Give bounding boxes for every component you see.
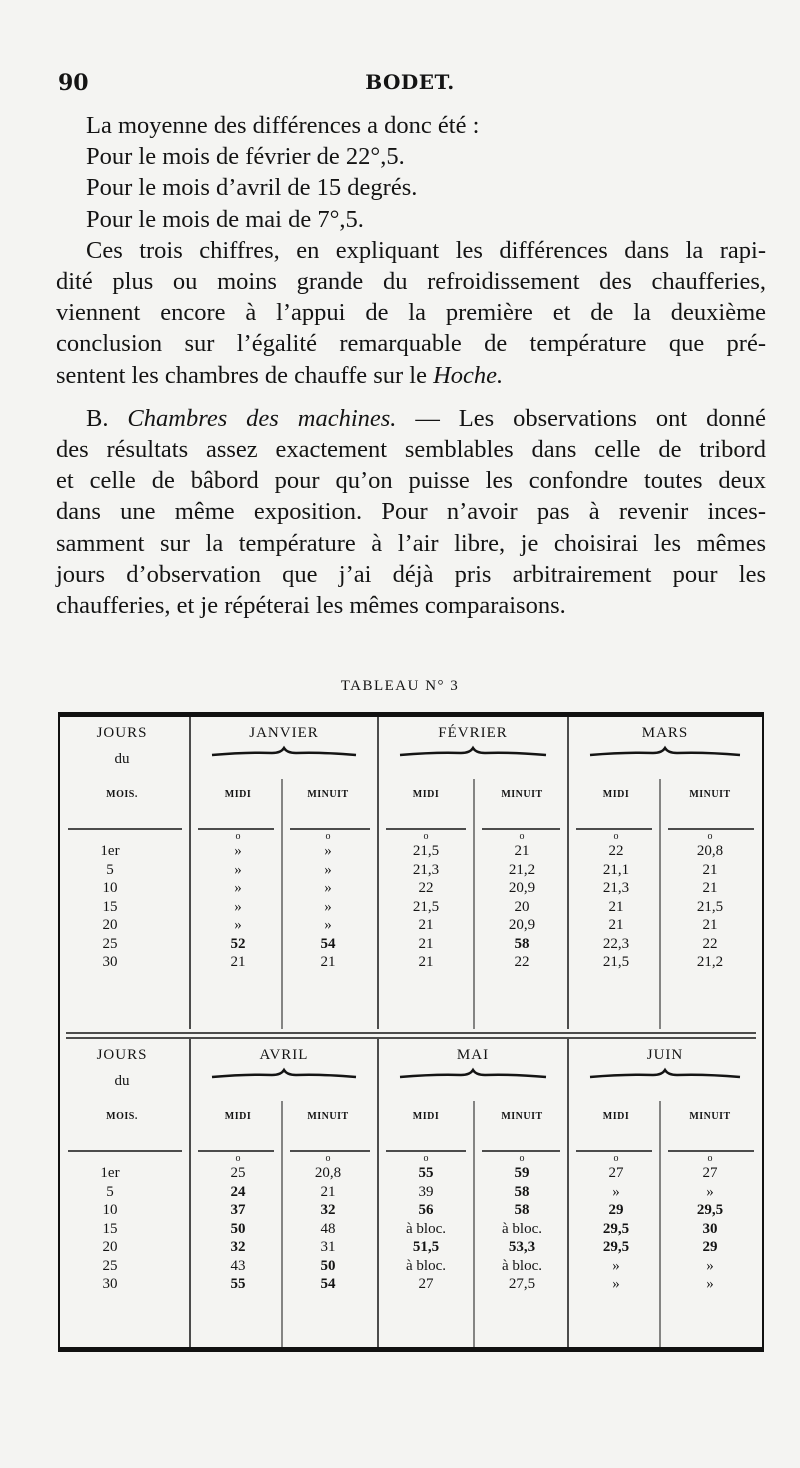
day-label: 25 bbox=[102, 935, 118, 952]
text-line: dans une même exposition. Pour n’avoir pas à revenir inces- bbox=[56, 498, 766, 526]
day-label: 30 bbox=[102, 1276, 118, 1292]
table-cell-value: 29,5 bbox=[696, 1202, 724, 1218]
table-cell-value: 21,3 bbox=[412, 861, 440, 878]
ship-name: Hoche. bbox=[433, 361, 504, 389]
table-cell-value: à bloc. bbox=[406, 1220, 446, 1237]
table-cell-value: 21 bbox=[702, 861, 718, 878]
minuit-subheader: MINUIT bbox=[501, 1111, 543, 1122]
month-brace bbox=[590, 1070, 740, 1077]
table-cell-value: 21 bbox=[320, 954, 336, 970]
table-cell-value: » bbox=[706, 1183, 714, 1200]
table-cell-value: 21 bbox=[230, 954, 246, 970]
table-cell-value: 22 bbox=[702, 935, 718, 952]
degree-mark: o bbox=[325, 831, 331, 842]
midi-subheader: MIDI bbox=[602, 1111, 630, 1122]
table-cell-value: » bbox=[234, 880, 242, 896]
month-header-avril: AVRIL bbox=[259, 1047, 309, 1063]
degree-mark: o bbox=[235, 1153, 241, 1164]
degree-mark: o bbox=[613, 831, 619, 842]
table-cell-value: 55 bbox=[230, 1276, 246, 1292]
month-header-juin: JUIN bbox=[646, 1047, 684, 1063]
table-cell-value: 21 bbox=[702, 917, 718, 933]
row-label-mois: MOIS. bbox=[106, 1111, 138, 1122]
text-line: et celle de bâbord pour qu’on puisse les confondre toutes deux bbox=[56, 467, 766, 495]
table-cell-value: 20,9 bbox=[508, 880, 536, 896]
table-cell-value: » bbox=[234, 898, 242, 915]
text-fragment: sentent les chambres de chauffe sur le bbox=[56, 361, 427, 389]
table-cell-value: à bloc. bbox=[502, 1220, 542, 1237]
midi-subheader: MIDI bbox=[602, 789, 630, 800]
table-cell-value: 21 bbox=[418, 917, 434, 933]
table-cell-value: » bbox=[324, 880, 332, 896]
table-cell-value: 53,3 bbox=[508, 1239, 536, 1255]
table-cell-value: 39 bbox=[418, 1183, 434, 1200]
table-cell-value: 58 bbox=[514, 935, 530, 952]
table-cell-value: » bbox=[324, 843, 332, 859]
table-cell-value: » bbox=[234, 917, 242, 933]
day-label: 20 bbox=[102, 917, 118, 933]
table-cell-value: 29,5 bbox=[602, 1239, 630, 1255]
table-cell-value: 22 bbox=[418, 880, 434, 896]
row-label-mois: MOIS. bbox=[106, 789, 138, 800]
month-brace bbox=[400, 1070, 546, 1077]
running-head: BODET. bbox=[365, 70, 455, 94]
midi-subheader: MIDI bbox=[224, 1111, 252, 1122]
midi-subheader: MIDI bbox=[412, 789, 440, 800]
page-number: 90 bbox=[58, 70, 89, 96]
row-label-jours: JOURS bbox=[96, 725, 148, 741]
table-cell-value: 21 bbox=[702, 880, 718, 896]
month-header-février: FÉVRIER bbox=[438, 725, 508, 741]
degree-mark: o bbox=[423, 831, 429, 842]
text-fragment: — Les observations ont donné bbox=[415, 404, 766, 432]
table-cell-value: 29 bbox=[608, 1202, 624, 1218]
day-label: 1er bbox=[100, 1165, 120, 1181]
table-cell-value: 21 bbox=[514, 843, 530, 859]
table-cell-value: 22 bbox=[608, 843, 624, 859]
table-cell-value: 21,1 bbox=[602, 861, 630, 878]
table-cell-value: 20,8 bbox=[696, 843, 724, 859]
degree-mark: o bbox=[519, 1153, 525, 1164]
table-cell-value: » bbox=[324, 861, 332, 878]
table-cell-value: 54 bbox=[320, 935, 336, 952]
text-line: Pour le mois de mai de 7°,5. bbox=[86, 205, 364, 233]
table-cell-value: 21,5 bbox=[696, 898, 724, 915]
text-line: samment sur la température à l’air libre, je choisirai les mêmes bbox=[56, 529, 766, 557]
table-cell-value: 22 bbox=[514, 954, 530, 970]
body-text bbox=[56, 110, 766, 621]
table-cell-value: 48 bbox=[320, 1220, 336, 1237]
midi-subheader: MIDI bbox=[412, 1111, 440, 1122]
degree-mark: o bbox=[613, 1153, 619, 1164]
table-cell-value: 58 bbox=[514, 1183, 530, 1200]
table-cell-value: 21,2 bbox=[508, 861, 536, 878]
table-cell-value: » bbox=[706, 1257, 714, 1274]
table-cell-value: 21,2 bbox=[696, 954, 724, 970]
table-title: TABLEAU N° 3 bbox=[340, 678, 460, 694]
table-cell-value: » bbox=[234, 843, 242, 859]
table-cell-value: 32 bbox=[230, 1239, 246, 1255]
table-cell-value: 50 bbox=[230, 1220, 246, 1237]
table-cell-value: 51,5 bbox=[412, 1239, 440, 1255]
table-cell-value: » bbox=[612, 1257, 620, 1274]
table-cell-value: 56 bbox=[418, 1202, 434, 1218]
table-cell-value: » bbox=[324, 898, 332, 915]
section-letter: B. bbox=[86, 404, 109, 432]
day-label: 1er bbox=[100, 843, 120, 859]
table-cell-value: » bbox=[612, 1276, 620, 1292]
table-rules bbox=[60, 717, 762, 1347]
text-line: dité plus ou moins grande du refroidissement des chaufferies, bbox=[56, 268, 766, 296]
data-table bbox=[58, 712, 764, 1352]
month-header-mars: MARS bbox=[641, 725, 689, 741]
day-label: 20 bbox=[102, 1239, 118, 1255]
minuit-subheader: MINUIT bbox=[689, 1111, 731, 1122]
table-cell-value: 27 bbox=[418, 1276, 434, 1292]
table-cell-value: 50 bbox=[320, 1257, 336, 1274]
minuit-subheader: MINUIT bbox=[307, 1111, 349, 1122]
section-title: Chambres des machines. bbox=[127, 404, 397, 432]
table-cell-value: » bbox=[234, 861, 242, 878]
table-cell-value: 27 bbox=[608, 1165, 624, 1181]
table-cell-value: 52 bbox=[230, 935, 246, 952]
day-label: 5 bbox=[106, 861, 114, 878]
text-line: conclusion sur l’égalité remarquable de température que pré- bbox=[56, 330, 766, 358]
text-line: Pour le mois d’avril de 15 degrés. bbox=[86, 174, 418, 202]
table-cell-value: » bbox=[612, 1183, 620, 1200]
month-brace bbox=[590, 748, 740, 755]
month-brace bbox=[400, 748, 546, 755]
table-cell-value: 21,5 bbox=[412, 843, 440, 859]
table-cell-value: 21 bbox=[418, 935, 434, 952]
midi-subheader: MIDI bbox=[224, 789, 252, 800]
row-label-jours: JOURS bbox=[96, 1047, 148, 1063]
text-line: La moyenne des différences a donc été : bbox=[86, 112, 480, 139]
degree-mark: o bbox=[235, 831, 241, 842]
table-cell-value: 21 bbox=[608, 898, 624, 915]
table-cell-value: 32 bbox=[320, 1202, 336, 1218]
table-cell-value: 25 bbox=[230, 1165, 246, 1181]
table-cell-value: 21,5 bbox=[412, 898, 440, 915]
table-cell-value: 43 bbox=[230, 1257, 246, 1274]
table-cell-value: 55 bbox=[418, 1165, 434, 1181]
day-label: 10 bbox=[102, 880, 118, 896]
table-cell-value: 20,8 bbox=[314, 1165, 342, 1181]
degree-mark: o bbox=[423, 1153, 429, 1164]
table-cell-value: 20 bbox=[514, 898, 530, 915]
day-label: 30 bbox=[102, 954, 118, 970]
day-label: 15 bbox=[102, 898, 118, 915]
section-heading-line bbox=[56, 403, 766, 434]
table-cell-value: à bloc. bbox=[502, 1257, 542, 1274]
table-cell-value: 27 bbox=[702, 1165, 718, 1181]
day-label: 15 bbox=[102, 1220, 118, 1237]
text-line bbox=[56, 360, 766, 391]
month-header-mai: MAI bbox=[456, 1047, 490, 1063]
table-cell-value: 27,5 bbox=[508, 1276, 536, 1292]
row-label-du: du bbox=[114, 1073, 130, 1089]
table-cell-value: 29 bbox=[702, 1239, 718, 1255]
table-cell-value: 24 bbox=[230, 1183, 246, 1200]
text-line: viennent encore à l’appui de la première et de la deuxième bbox=[56, 299, 766, 327]
table-cell-value: 30 bbox=[702, 1220, 718, 1237]
table-cell-value: 58 bbox=[514, 1202, 530, 1218]
table-cell-value: 21 bbox=[608, 917, 624, 933]
day-label: 10 bbox=[102, 1202, 118, 1218]
day-label: 25 bbox=[102, 1257, 118, 1274]
text-line: chaufferies, et je répéterai les mêmes comparaisons. bbox=[56, 592, 566, 620]
degree-mark: o bbox=[707, 831, 713, 842]
table-cell-value: » bbox=[706, 1276, 714, 1292]
month-brace bbox=[212, 1070, 356, 1077]
month-header-janvier: JANVIER bbox=[249, 725, 319, 741]
degree-mark: o bbox=[519, 831, 525, 842]
table-cell-value: 21 bbox=[320, 1183, 336, 1200]
degree-mark: o bbox=[325, 1153, 331, 1164]
table-cell-value: 22,3 bbox=[602, 935, 630, 952]
day-label: 5 bbox=[106, 1183, 114, 1200]
text-line: Ces trois chiffres, en expliquant les différences dans la rapi- bbox=[86, 236, 766, 264]
table-cell-value: 31 bbox=[320, 1239, 336, 1255]
table-cell-value: » bbox=[324, 917, 332, 933]
table-cell-value: à bloc. bbox=[406, 1257, 446, 1274]
minuit-subheader: MINUIT bbox=[307, 789, 349, 800]
page-header bbox=[58, 70, 762, 98]
minuit-subheader: MINUIT bbox=[689, 789, 731, 800]
table-cell-value: 21 bbox=[418, 954, 434, 970]
degree-mark: o bbox=[707, 1153, 713, 1164]
table-cell-value: 37 bbox=[230, 1202, 246, 1218]
table-cell-value: 59 bbox=[514, 1165, 530, 1181]
table-cell-value: 20,9 bbox=[508, 917, 536, 933]
table-cell-value: 54 bbox=[320, 1276, 336, 1292]
text-line: Pour le mois de février de 22°,5. bbox=[86, 143, 405, 171]
text-line: jours d’observation que j’ai déjà pris arbitrairement pour les bbox=[56, 560, 766, 588]
table-cell-value: 21,5 bbox=[602, 954, 630, 970]
table-cell-value: 21,3 bbox=[602, 880, 630, 896]
table-cell-value: 29,5 bbox=[602, 1220, 630, 1237]
month-brace bbox=[212, 748, 356, 755]
text-line: des résultats assez exactement semblables dans celle de tribord bbox=[56, 436, 766, 464]
minuit-subheader: MINUIT bbox=[501, 789, 543, 800]
row-label-du: du bbox=[114, 751, 130, 767]
